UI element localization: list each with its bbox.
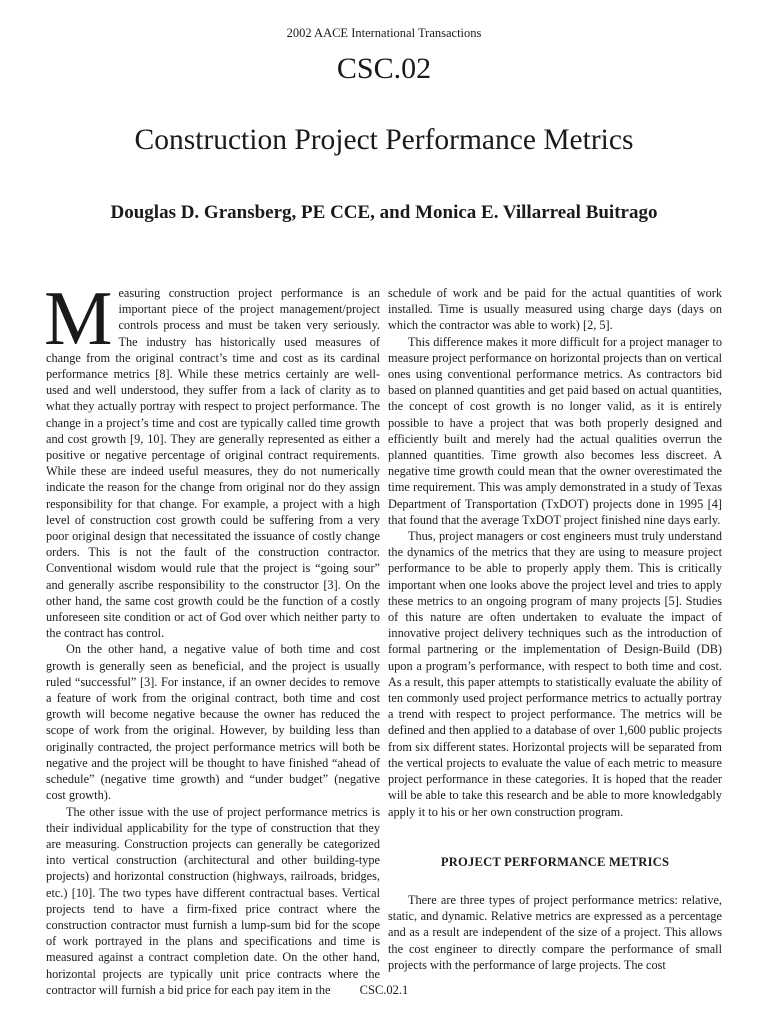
drop-cap: M xyxy=(44,275,113,361)
left-column xyxy=(44,275,380,997)
intro-paragraph xyxy=(44,275,380,641)
right-column xyxy=(388,285,722,977)
page-folio: CSC.02.1 xyxy=(359,983,409,997)
body-paragraph-continued: schedule of work and be paid for the actual quantities of work installed. Time is usually measured using charge days (days on which the contractor was able to work) [2, 5]. xyxy=(388,286,722,333)
body-paragraph: On the other hand, a negative value of both time and cost growth is generally seen as beneficial, and the project is usually ruled “successful” [3]. For instance, if an owner decides to remove a feature of work from the original contract, both time and cost growth will become negative because the owner has reduced the scope of work from the original. However, by building less than originally contracted, the project performance metrics will both be negative and the project will be thought to have finished “ahead of schedule” (negative time growth) and “under budget” (negative cost growth). xyxy=(46,642,380,803)
intro-paragraph-text: easuring construction project performance is an important piece of the project management/project controls process and must be taken very seriously. The industry has historically used measures of change from the original contract’s time and cost as its cardinal performance metrics [8]. While these metrics certainly are well-used and well understood, they suffer from a lack of clarity as to what they actually portray with respect to project performance. The change in a project’s time and cost are typically called time growth and cost growth [9, 10]. They are generally represented as either a positive or negative percentage of original contract requirements. While these are indeed useful measures, they do not numerically indicate the reason for the change from original nor do they assign responsibility for that change. For example, a project with a high level of construction cost growth could be suffering from a very poor original design that necessitated the issuance of costly change orders. This is not the fault of the construction contractor. Conventional wisdom would rule that the project is “going sour” and generally ascribe responsibility to the constructor [3]. On the other hand, the same cost growth could be the function of a costly unforeseen site condition or act of God over which neither party to the contract has control. xyxy=(46,286,380,641)
body-paragraph: There are three types of project performance metrics: relative, static, and dynamic. Relative metrics are expressed as a percentage and as a result are independent of the size of a project. This allows the cost engineer to directly compare the performance of small projects with the performance of large projects. The cost xyxy=(388,892,722,972)
author-line: Douglas D. Gransberg, PE CCE, and Monica E. Villarreal Buitrago xyxy=(110,202,658,223)
running-head: 2002 AACE International Transactions xyxy=(286,26,482,40)
section-heading: PROJECT PERFORMANCE METRICS xyxy=(440,854,670,869)
body-paragraph: Thus, project managers or cost engineers must truly understand the dynamics of the metrics that they are using to measure project performance to be able to properly apply them. This is critically important when one looks above the project level and tries to apply these metrics to an ongoing program of many projects [5]. Studies of this nature are often undertaken to evaluate the impact of innovative project delivery techniques such as the introduction of formal partnering or the implementation of Design-Build (DB) upon a program’s performance, with respect to both time and cost. As a result, this paper attempts to statistically evaluate the ability of ten commonly used project performance metrics to actually portray a trend with respect to project performance. The metrics will be defined and then applied to a database of over 1,600 public projects from six different states. Horizontal projects will be separated from the vertical projects to evaluate the value of each metric to measure project performance in these categories. It is hoped that the reader will be able to take this research and be able to more knowledgably apply it to his or her own construction program. xyxy=(388,529,722,819)
paper-title: Construction Project Performance Metrics xyxy=(134,124,634,156)
body-paragraph: This difference makes it more difficult for a project manager to measure project performance on horizontal projects than on vertical ones using conventional performance metrics. As contractors bid based on planned quantities and get paid based on actual quantities, the concept of cost growth is no longer valid, as it is entirely possible to have a project that was both properly designed and efficiently built and merely had the actual qualities overrun the planned quantities. Time growth also becomes less discreet. A negative time growth could mean that the owner overestimated the time requirement. This was amply demonstrated in a study of Texas Department of Transportation (TxDOT) projects done in 1995 [4] that found that the average TxDOT project finished nine days early. xyxy=(388,334,722,527)
paper-code: CSC.02 xyxy=(336,52,432,85)
body-paragraph: The other issue with the use of project performance metrics is their individual applicability for the type of construction that they are measuring. Construction projects can generally be categorized into vertical construction (architectural and other building-type projects) and horizontal construction (highways, railroads, bridges, etc.) [10]. The two types have different contractual bases. Vertical projects tend to have a firm-fixed price contract where the construction contractor must furnish a lump-sum bid for the scope of work portrayed in the plans and specifications and time is measured against a contract completion date. On the other hand, horizontal projects are typically unit price contracts where the contractor will furnish a bid price for each pay item in the xyxy=(46,804,380,997)
